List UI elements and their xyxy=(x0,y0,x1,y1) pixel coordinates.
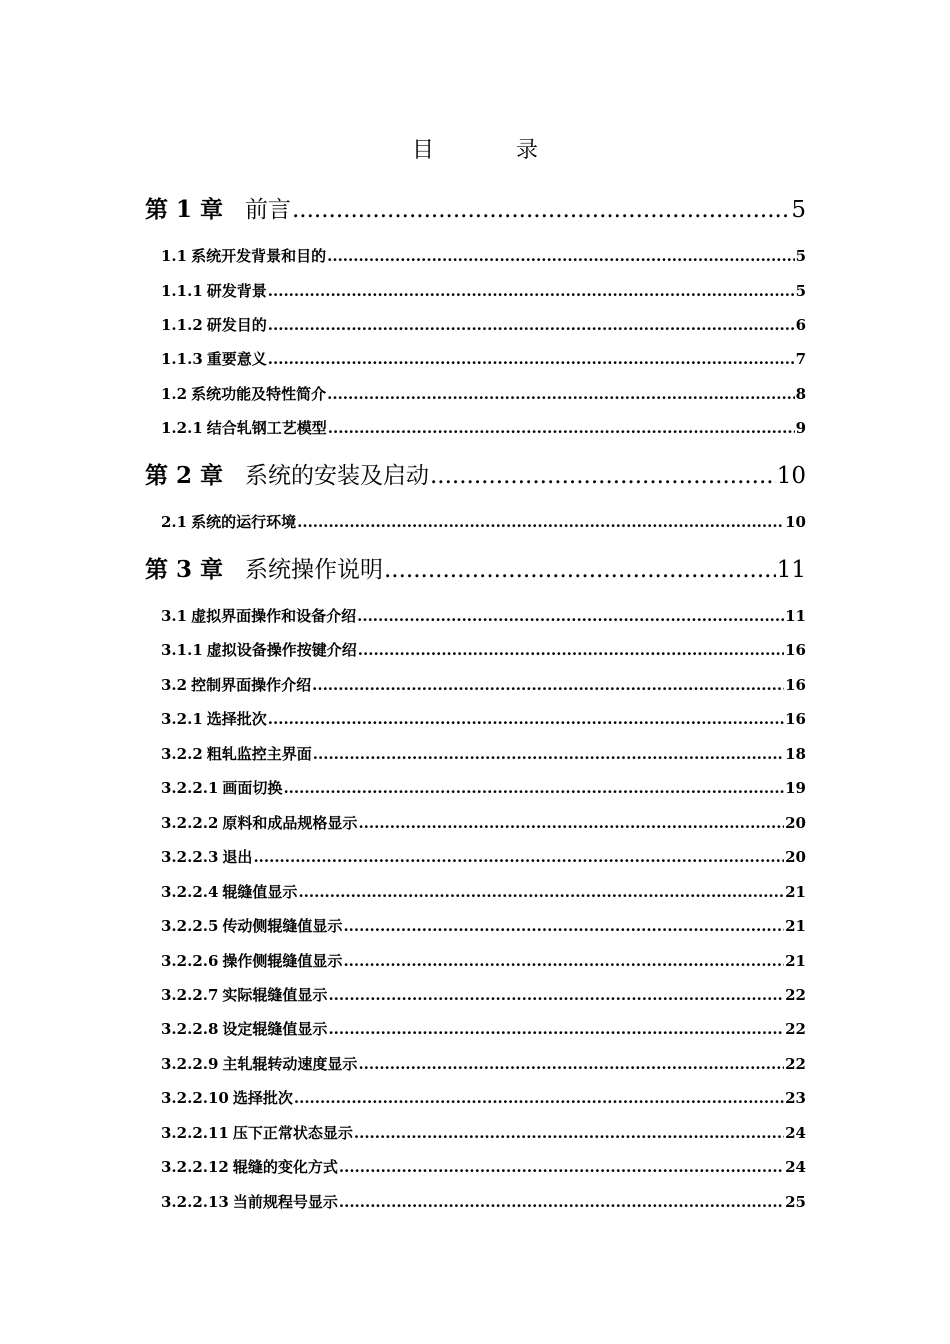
toc-dot-leader xyxy=(357,606,784,626)
toc-entry-page-number: 21 xyxy=(785,883,806,901)
toc-entry-label: 重要意义 xyxy=(206,350,267,368)
toc-entry-label: 操作侧辊缝值显示 xyxy=(222,952,343,970)
toc-entry-number: 1.2 xyxy=(161,385,188,403)
toc-entry-number: 3.2.2.12 xyxy=(161,1158,229,1176)
toc-entry-label: 当前规程号显示 xyxy=(232,1193,338,1211)
toc-dot-leader xyxy=(253,847,784,867)
toc-entry-page-number: 24 xyxy=(785,1158,806,1176)
toc-entry-label: 系统的安装及启动 xyxy=(245,463,429,489)
toc-entry-page-number: 22 xyxy=(785,1020,806,1038)
toc-section-entry[interactable] xyxy=(161,1054,806,1074)
toc-entry-number: 3.2.2 xyxy=(161,745,203,763)
toc-entry-number: 3.2.2.1 xyxy=(161,779,219,797)
toc-entry-number: 3.2.2.7 xyxy=(161,986,219,1004)
toc-dot-leader xyxy=(354,1123,784,1143)
toc-dot-leader xyxy=(384,555,776,585)
toc-dot-leader xyxy=(339,1192,784,1212)
toc-section-entry[interactable] xyxy=(161,384,806,404)
toc-entry-number: 3.2.2.9 xyxy=(161,1055,219,1073)
toc-entry-label: 选择批次 xyxy=(232,1089,293,1107)
toc-entry-label: 研发目的 xyxy=(206,316,267,334)
toc-entry-number: 1.1.2 xyxy=(161,316,203,334)
toc-entry-number: 第 2 章 xyxy=(145,462,224,489)
toc-section-entry[interactable] xyxy=(161,675,806,695)
toc-dot-leader xyxy=(297,512,784,532)
toc-entry-number: 3.2.2.10 xyxy=(161,1089,229,1107)
toc-entry-number: 3.1 xyxy=(161,607,188,625)
toc-entry-label: 控制界面操作介绍 xyxy=(191,676,312,694)
toc-entry-page-number: 8 xyxy=(795,385,806,403)
toc-entry-page-number: 22 xyxy=(785,1055,806,1073)
toc-entry-label: 原料和成品规格显示 xyxy=(222,814,358,832)
toc-entry-label: 实际辊缝值显示 xyxy=(222,986,328,1004)
toc-section-entry[interactable] xyxy=(161,349,806,369)
toc-section-entry[interactable] xyxy=(161,418,806,438)
toc-section-entry[interactable] xyxy=(161,847,806,867)
toc-entry-label: 虚拟设备操作按键介绍 xyxy=(206,641,357,659)
toc-section-entry[interactable] xyxy=(161,246,806,266)
toc-entry-number: 1.1.3 xyxy=(161,350,203,368)
toc-section-entry[interactable] xyxy=(161,709,806,729)
toc-entry-label: 前言 xyxy=(245,197,291,223)
toc-entry-number: 3.2.2.3 xyxy=(161,848,219,866)
toc-dot-leader xyxy=(339,1157,784,1177)
toc-entry-page-number: 5 xyxy=(791,197,806,223)
toc-section-entry[interactable] xyxy=(161,1192,806,1212)
toc-entry-label: 画面切换 xyxy=(222,779,283,797)
toc-entry-page-number: 7 xyxy=(795,350,806,368)
toc-entry-label: 选择批次 xyxy=(206,710,267,728)
toc-entry-page-number: 20 xyxy=(785,814,806,832)
toc-entry-number: 3.2.2.5 xyxy=(161,917,219,935)
toc-dot-leader xyxy=(313,744,784,764)
toc-entry-label: 设定辊缝值显示 xyxy=(222,1020,328,1038)
toc-entry-page-number: 24 xyxy=(785,1124,806,1142)
toc-section-entry[interactable] xyxy=(161,281,806,301)
toc-dot-leader xyxy=(430,461,776,491)
toc-entry-page-number: 23 xyxy=(785,1089,806,1107)
toc-dot-leader xyxy=(268,281,795,301)
toc-section-entry[interactable] xyxy=(161,882,806,902)
toc-section-entry[interactable] xyxy=(161,813,806,833)
toc-dot-leader xyxy=(268,709,784,729)
toc-entry-number: 3.2.1 xyxy=(161,710,203,728)
toc-section-entry[interactable] xyxy=(161,512,806,532)
toc-entry-label: 系统开发背景和目的 xyxy=(191,247,327,265)
toc-entry-label: 研发背景 xyxy=(206,282,267,300)
toc-entry-label: 传动侧辊缝值显示 xyxy=(222,917,343,935)
toc-dot-leader xyxy=(328,418,795,438)
toc-dot-leader xyxy=(312,675,784,695)
toc-entry-number: 3.2.2.6 xyxy=(161,952,219,970)
toc-entry-page-number: 16 xyxy=(785,710,806,728)
toc-entry-page-number: 20 xyxy=(785,848,806,866)
toc-entry-page-number: 22 xyxy=(785,986,806,1004)
toc-entry-number: 3.2.2.2 xyxy=(161,814,219,832)
toc-entry-label: 系统功能及特性简介 xyxy=(191,385,327,403)
toc-entry-page-number: 18 xyxy=(785,745,806,763)
toc-section-entry[interactable] xyxy=(161,640,806,660)
toc-section-entry[interactable] xyxy=(161,1123,806,1143)
page-title: 目 录 xyxy=(411,138,568,163)
toc-entry-label: 虚拟界面操作和设备介绍 xyxy=(191,607,357,625)
toc-dot-leader xyxy=(328,1019,784,1039)
toc-entry-label: 粗轧监控主界面 xyxy=(206,745,312,763)
toc-chapter-entry[interactable] xyxy=(145,461,806,491)
toc-dot-leader xyxy=(292,195,790,225)
toc-entry-label: 系统操作说明 xyxy=(245,557,383,583)
toc-entry-page-number: 11 xyxy=(776,557,806,583)
toc-entry-number: 3.1.1 xyxy=(161,641,203,659)
toc-dot-leader xyxy=(343,916,784,936)
toc-dot-leader xyxy=(343,951,784,971)
toc-entry-number: 3.2.2.4 xyxy=(161,883,219,901)
toc-entry-number: 3.2.2.8 xyxy=(161,1020,219,1038)
toc-dot-leader xyxy=(358,1054,784,1074)
toc-entry-label: 辊缝值显示 xyxy=(222,883,298,901)
toc-section-entry[interactable] xyxy=(161,985,806,1005)
toc-section-entry[interactable] xyxy=(161,315,806,335)
toc-dot-leader xyxy=(358,640,784,660)
toc-dot-leader xyxy=(327,246,794,266)
toc-entry-page-number: 9 xyxy=(795,419,806,437)
toc-section-entry[interactable] xyxy=(161,951,806,971)
toc-section-entry[interactable] xyxy=(161,1088,806,1108)
toc-dot-leader xyxy=(358,813,784,833)
toc-entry-page-number: 10 xyxy=(785,513,806,531)
toc-section-entry[interactable] xyxy=(161,916,806,936)
toc-dot-leader xyxy=(268,349,795,369)
toc-entry-number: 2.1 xyxy=(161,513,188,531)
toc-dot-leader xyxy=(327,384,794,404)
toc-entry-page-number: 16 xyxy=(785,676,806,694)
toc-chapter-entry[interactable] xyxy=(145,555,806,585)
toc-entry-page-number: 5 xyxy=(795,282,806,300)
toc-entry-number: 第 1 章 xyxy=(145,196,224,223)
toc-entry-number: 1.1 xyxy=(161,247,188,265)
toc-dot-leader xyxy=(328,985,784,1005)
toc-dot-leader xyxy=(268,315,795,335)
toc-entry-page-number: 5 xyxy=(795,247,806,265)
toc-entry-number: 1.1.1 xyxy=(161,282,203,300)
toc-entry-label: 退出 xyxy=(222,848,253,866)
toc-dot-leader xyxy=(283,778,784,798)
toc-section-entry[interactable] xyxy=(161,1157,806,1177)
toc-entry-label: 结合轧钢工艺模型 xyxy=(206,419,327,437)
toc-entry-label: 压下正常状态显示 xyxy=(232,1124,353,1142)
toc-entry-page-number: 6 xyxy=(795,316,806,334)
toc-dot-leader xyxy=(294,1088,784,1108)
toc-dot-leader xyxy=(298,882,784,902)
toc-entry-label: 辊缝的变化方式 xyxy=(232,1158,338,1176)
toc-entry-label: 主轧辊转动速度显示 xyxy=(222,1055,358,1073)
toc-section-entry[interactable] xyxy=(161,1019,806,1039)
toc-entry-page-number: 11 xyxy=(785,607,806,625)
toc-section-entry[interactable] xyxy=(161,606,806,626)
toc-entry-number: 第 3 章 xyxy=(145,556,224,583)
toc-section-entry[interactable] xyxy=(161,744,806,764)
toc-entry-page-number: 21 xyxy=(785,952,806,970)
toc-entry-number: 3.2 xyxy=(161,676,188,694)
toc-entry-page-number: 10 xyxy=(776,463,806,489)
toc-entry-page-number: 25 xyxy=(785,1193,806,1211)
toc-section-entry[interactable] xyxy=(161,778,806,798)
toc-chapter-entry[interactable] xyxy=(145,195,806,225)
toc-entry-number: 3.2.2.13 xyxy=(161,1193,229,1211)
toc-entry-number: 1.2.1 xyxy=(161,419,203,437)
toc-entry-page-number: 16 xyxy=(785,641,806,659)
toc-entry-label: 系统的运行环境 xyxy=(191,513,297,531)
toc-entry-page-number: 19 xyxy=(785,779,806,797)
toc-entry-number: 3.2.2.11 xyxy=(161,1124,229,1142)
toc-entry-page-number: 21 xyxy=(785,917,806,935)
